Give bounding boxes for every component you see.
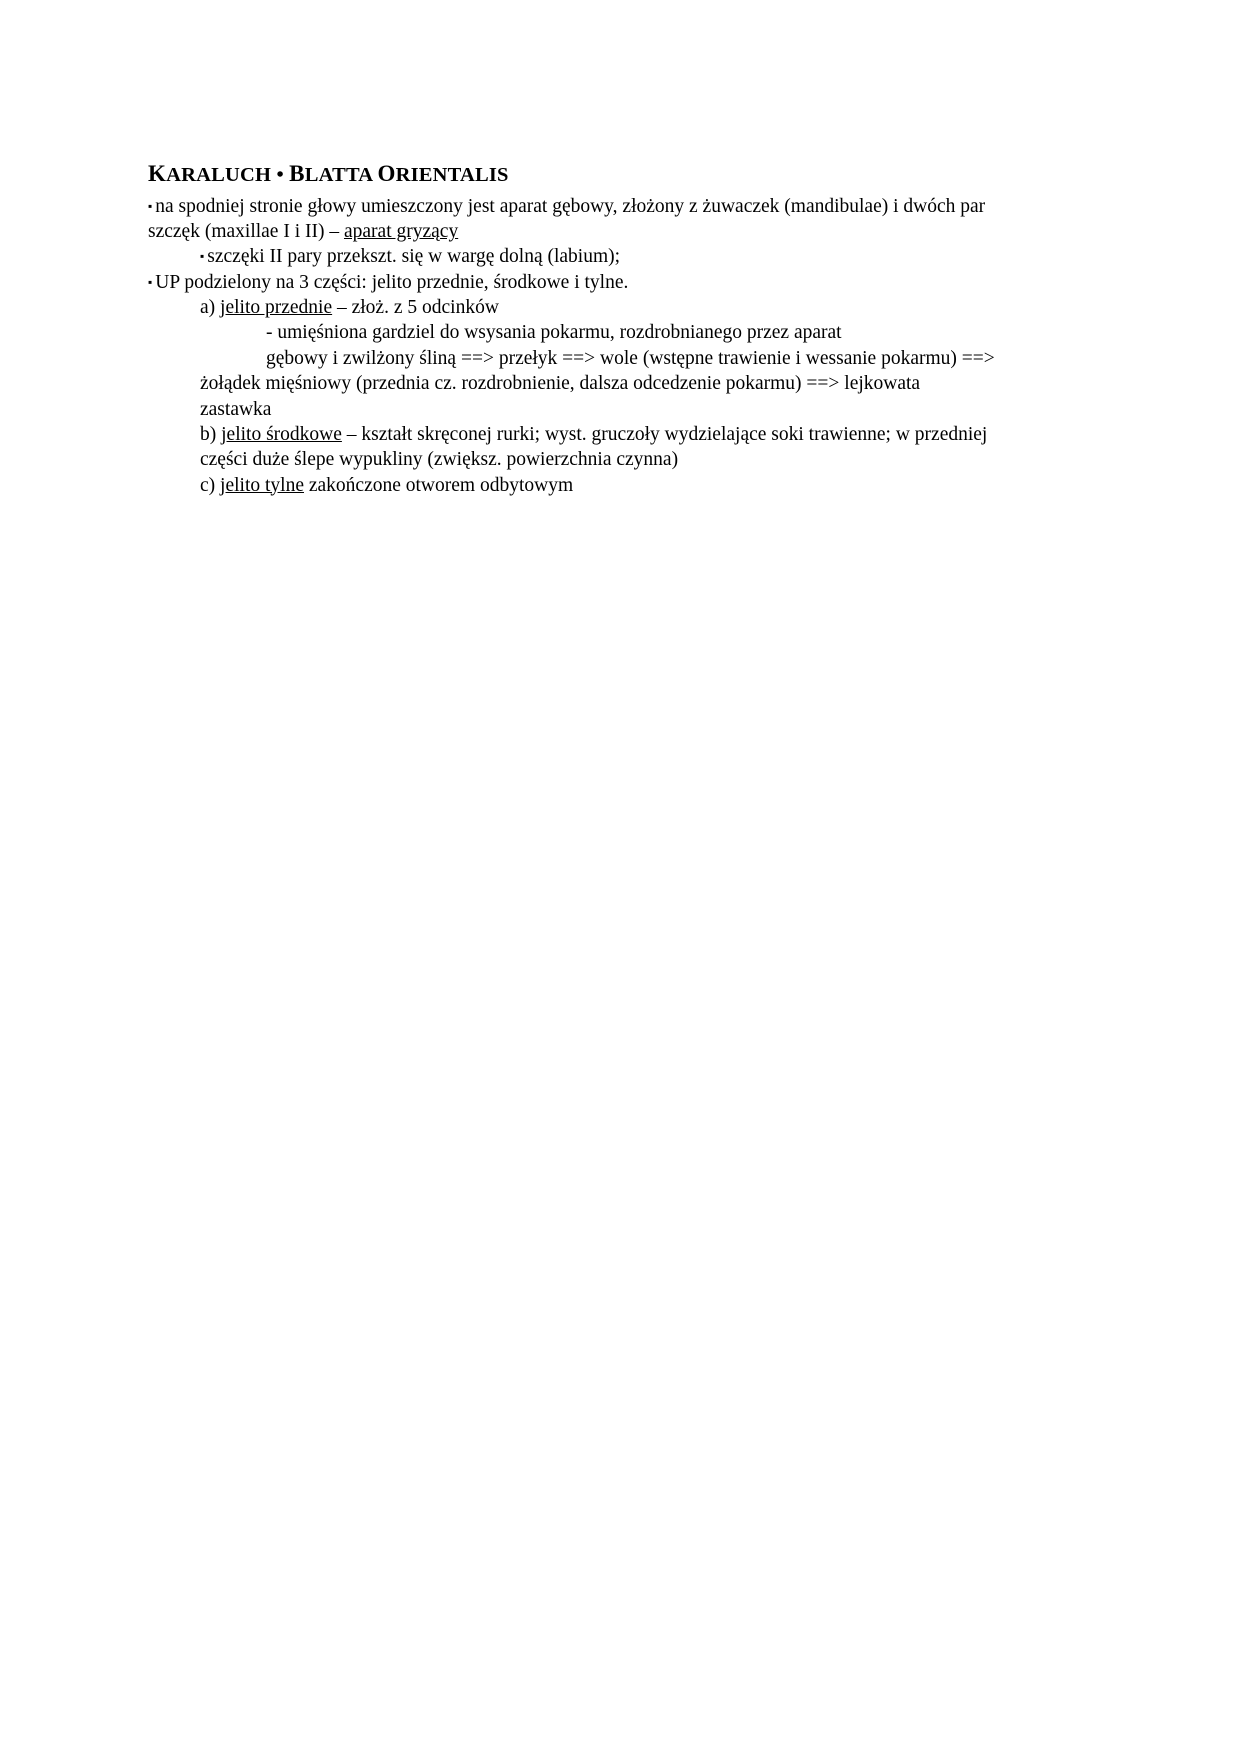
heading-word-blatta: LATTA bbox=[304, 164, 378, 186]
list-item-a-sub-2: gębowy i zwilżony śliną ==> przełyk ==> wole (wstępne trawienie i wessanie pokarmu) ==> bbox=[266, 347, 995, 369]
list-item-a bbox=[148, 295, 1088, 320]
heading-initial-o: O bbox=[377, 161, 396, 186]
list-item-a-sub-4: zastawka bbox=[200, 398, 272, 420]
list-item-c-marker: c) bbox=[200, 474, 221, 496]
paragraph-labium-text: szczęki II pary przekszt. się w wargę dolną (labium); bbox=[207, 246, 621, 268]
list-item-b-text: – kształt skręconej rurki; wyst. gruczoły wydzielające soki trawienne; w przedniej bbox=[341, 423, 988, 445]
heading-word-orientalis: RIENTALIS bbox=[395, 164, 509, 186]
document-body bbox=[148, 160, 1088, 498]
paragraph-gut-division-text: UP podzielony na 3 części: jelito przednie, środkowe i tylne. bbox=[155, 271, 629, 293]
list-item-b-marker: b) bbox=[200, 423, 222, 445]
paragraph-gut-division bbox=[148, 270, 1088, 295]
document-heading bbox=[148, 160, 1088, 189]
term-aparat-gryzacy: aparat gryzący bbox=[343, 221, 459, 243]
bullet-square-icon: ▪ bbox=[148, 274, 153, 289]
list-item-b-continuation: części duże ślepe wypukliny (zwiększ. powierzchnia czynna) bbox=[200, 449, 679, 471]
list-item-a-sub-1: - umięśniona gardziel do wsysania pokarmu, rozdrobnianego przez aparat bbox=[266, 322, 842, 344]
list-item-a-sub-3: żołądek mięśniowy (przednia cz. rozdrobnienie, dalsza odcedzenie pokarmu) ==> lejkowata bbox=[200, 373, 921, 395]
heading-initial-b: B bbox=[289, 161, 305, 186]
term-jelito-przednie: jelito przednie bbox=[220, 297, 333, 319]
term-jelito-tylne: jelito tylne bbox=[220, 474, 304, 496]
paragraph-mouthparts bbox=[148, 194, 1088, 219]
term-jelito-srodkowe: jelito środkowe bbox=[221, 423, 342, 445]
heading-word-karaluch: ARALUCH bbox=[166, 164, 272, 186]
paragraph-maxillae-text: szczęk (maxillae I i II) – bbox=[148, 221, 344, 243]
heading-separator: • bbox=[271, 164, 290, 186]
list-item-c bbox=[148, 473, 1088, 498]
list-item-a-marker: a) bbox=[200, 297, 221, 319]
bullet-square-icon: ▪ bbox=[200, 249, 205, 264]
paragraph-mouthparts-text: na spodniej stronie głowy umieszczony jest aparat gębowy, złożony z żuwaczek (mandibulae) i dwóch par bbox=[155, 195, 986, 217]
list-item-b bbox=[148, 422, 1088, 447]
paragraph-labium bbox=[148, 244, 1088, 269]
list-item-a-text: – złoż. z 5 odcinków bbox=[332, 297, 499, 319]
heading-initial-k: K bbox=[148, 161, 167, 186]
bullet-square-icon: ▪ bbox=[148, 198, 153, 213]
list-item-c-text: zakończone otworem odbytowym bbox=[303, 474, 574, 496]
paragraph-maxillae bbox=[148, 219, 1088, 244]
